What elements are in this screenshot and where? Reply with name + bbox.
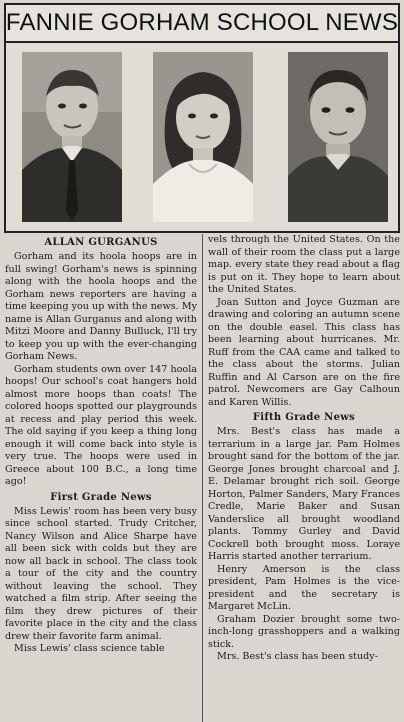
article-paragraph: Gorham students own over 147 hoola hoops! Our school's coat hangers hold almost more hoops than coats! The colored hoops spotted our playgrounds at recess and play period this week. The old saying if you keep a thing long enough it will come back into style is very true. The hoops were used in Greece about 100 B.C., a long time ago! [5, 363, 197, 487]
article-paragraph: Miss Lewis' class science table [14, 643, 165, 654]
right-column [208, 234, 400, 722]
masthead-title: FANNIE GORHAM SCHOOL NEWS [5, 9, 399, 36]
article-paragraph: Joan Sutton and Joyce Guzman are drawing and coloring an autumn scene on the double easel. This class has been learning about hurricanes. Mr. Ruff from the CAA came and talked to the class about the storms. Julian Ruffin and Al Carson are on the fire patrol. Newcomers are Gay Calhoun and Karen Willis. [208, 296, 400, 408]
section-heading-fifth-grade: Fifth Grade News [252, 412, 356, 423]
column-divider [202, 234, 203, 722]
masthead [4, 3, 400, 43]
student-portrait-boy-tie-icon [22, 52, 122, 222]
section-heading-first-grade: First Grade News [50, 491, 152, 503]
byline: ALLAN GURGANUS [44, 237, 158, 248]
left-column [5, 234, 197, 722]
article-paragraph: Miss Lewis' room has been very busy since school started. Trudy Critcher, Nancy Wilson and Alice Sharpe have all been sick with colds but they are now all back in school. The class took a tour of the city and the country without leaving the school. They watched a film strip. After seeing the film they drew pictures of their favorite place in the city and the class drew their favorite farm animal. [5, 505, 197, 642]
student-portrait-boy-icon [288, 52, 388, 222]
article-paragraph: Graham Dozier brought some two-inch-long grasshoppers and a walking stick. [208, 613, 400, 650]
photo-band [4, 43, 400, 233]
article-paragraph: vels through the United States. On the wall of their room the class put a large map. every state they read about a flag is put on it. They hope to learn about the United States. [208, 234, 400, 295]
article-paragraph: Mrs. Best's class has made a terrarium in a large jar. Pam Holmes brought sand for the bottom of the jar. George Jones brought charcoal and J. E. Delamar brought rich soil. George Horton, Palmer Sanders, Mary Frances Credle, Marie Baker and Susan Vanderslice all brought woodland plants. Tommy Gurley and David Cockrell both brought moss. Loraye Harris started another terrarium. [208, 426, 400, 562]
article-paragraph: Henry Amerson is the class president, Pam Holmes is the vice-president and the secretary is Margaret McLin. [208, 563, 400, 612]
student-portrait-girl-icon [153, 52, 253, 222]
article-paragraph: Gorham and its hoola hoops are in full swing! Gorham's news is spinning along with the hoola hoops and the Gorham news reporters are having a time keeping you up with the news. My name is Allan Gurganus and along with Mitzi Moore and Danny Bulluck, I'll try to keep you up with the ever-changing Gorham News. [5, 251, 197, 362]
article-paragraph: Mrs. Best's class has been study- [217, 651, 378, 662]
article-columns [0, 234, 404, 722]
